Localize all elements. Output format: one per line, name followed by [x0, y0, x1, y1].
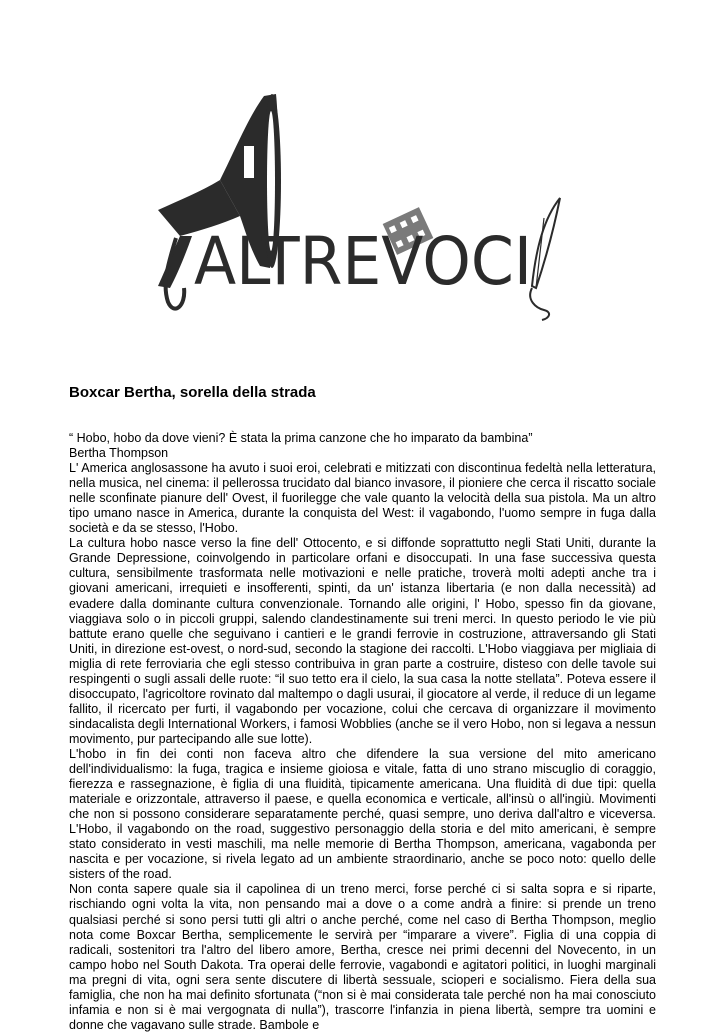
opening-quote: “ Hobo, hobo da dove vieni? È stata la prima canzone che ho imparato da bambina” [69, 431, 533, 445]
logo-wordmark: ALTREVOCI [194, 223, 532, 300]
quill-icon [530, 198, 560, 320]
article-title: Boxcar Bertha, sorella della strada [69, 384, 316, 401]
article-body [69, 431, 656, 1033]
altrevoci-logo [140, 88, 570, 338]
paragraph-1: L' America anglosassone ha avuto i suoi eroi, celebrati e mitizzati con discontinua fedeltà nella letteratura, nella musica, nel cinema: il pellerossa trucidato dal bianco invasore, il pioniere che cerca il riscatto sociale nelle sconfinate pianure dell' Ovest, il fuorilegge che vale quanto la velocità della sua pistola. Ma un altro tipo umano nasce in America, durante la conquista del West: il vagabondo, l'uomo sempre in fuga dalla società e da se stesso, l'Hobo. [69, 461, 656, 536]
quote-author: Bertha Thompson [69, 446, 169, 461]
paragraph-4: Non conta sapere quale sia il capolinea di un treno merci, forse perché ci si salta sopra e si riparte, rischiando ogni volta la vita, non pensando mai a dove o a come andrà a finire: si prende un treno qualsiasi perché si sono persi tutti gli altri o anche perché, come nel caso di Bertha Thompson, meglio nota come Boxcar Bertha, semplicemente le servirà per “imparare a vivere”. Figlia di una coppia di radicali, sostenitori tra l'altro del libero amore, Bertha, cresce nei primi decenni del Novecento, in un campo hobo nel South Dakota. Tra operai delle ferrovie, vagabondi e agitatori politici, in luoghi marginali ma pregni di vita, ogni sera sente discutere di libertà sessuale, scioperi e socialismo. Fiera della sua famiglia, che non ha mai definito sfortunata (“non si è mai considerata tale perché non ha mai conosciuto infamia e non si è mai vergognata di nulla”), trascorre l'infanzia in piena libertà, sempre tra uomini e donne che vagavano sulle strade. Bambole e [69, 882, 656, 1032]
paragraph-3: L'hobo in fin dei conti non faceva altro che difendere la sua versione del mito americano dell'individualismo: la fuga, tragica e insieme gioiosa e vitale, fatta di uno strano miscuglio di coraggio, fierezza e rassegnazione, è figlia di una fluidità, tipicamente americana. Una fluidità di due tipi: quella materiale e orizzontale, attraverso il paese, e quella economica e verticale, all'insù o all'ingiù. Movimenti che non si possono considerare separatamente perché, quasi sempre, uno deriva dall'altro e viceversa. L'Hobo, il vagabondo on the road, suggestivo personaggio della storia e del mito americani, è sempre stato considerato in vesti maschili, ma nelle memorie di Bertha Thompson, americana, vagabonda per nascita e per vocazione, si rivela legato ad un ambiente straordinario, anche se poco noto: quello delle sisters of the road. [69, 746, 656, 882]
paragraph-2: La cultura hobo nasce verso la fine dell' Ottocento, e si diffonde soprattutto negli Stati Uniti, durante la Grande Depressione, coinvolgendo in particolare orfani e disoccupati. In una fase successiva questa cultura, sensibilmente trasformata nelle motivazioni e nelle pratiche, troverà molti adepti anche tra i giovani americani, irrequieti e insofferenti, spinti, da un' istanza libertaria (e non dalla necessità) ad evadere dalla dominante cultura convenzionale. Tornando alle origini, l' Hobo, spesso fin da giovane, viaggiava solo o in piccoli gruppi, salendo clandestinamente sui treni merci. In questo periodo le vie più battute erano quelle che seguivano i cantieri e le grandi ferrovie in costruzione, attraversando gli Stati Uniti, in direzione est-ovest, o nord-sud, secondo la stagione dei raccolti. L'Hobo viaggiava per migliaia di miglia di rete ferroviaria che egli stesso contribuiva in gran parte a costruire, disteso con delle tavole sui respingenti o sugli assali delle ruote: “il suo tetto era il cielo, la sua casa la notte stellata”. Poteva essere il disoccupato, l'agricoltore rovinato dal maltempo o dagli usurai, il giocatore al verde, il reduce di un legame fallito, il ricercato per furti, il vagabondo per vocazione, colui che cercava di organizzare il movimento sindacalista degli International Workers, i famosi Wobblies (anche se il vero Hobo, non si legava a nessun movimento, pur partecipando alle sue lotte). [69, 536, 656, 746]
